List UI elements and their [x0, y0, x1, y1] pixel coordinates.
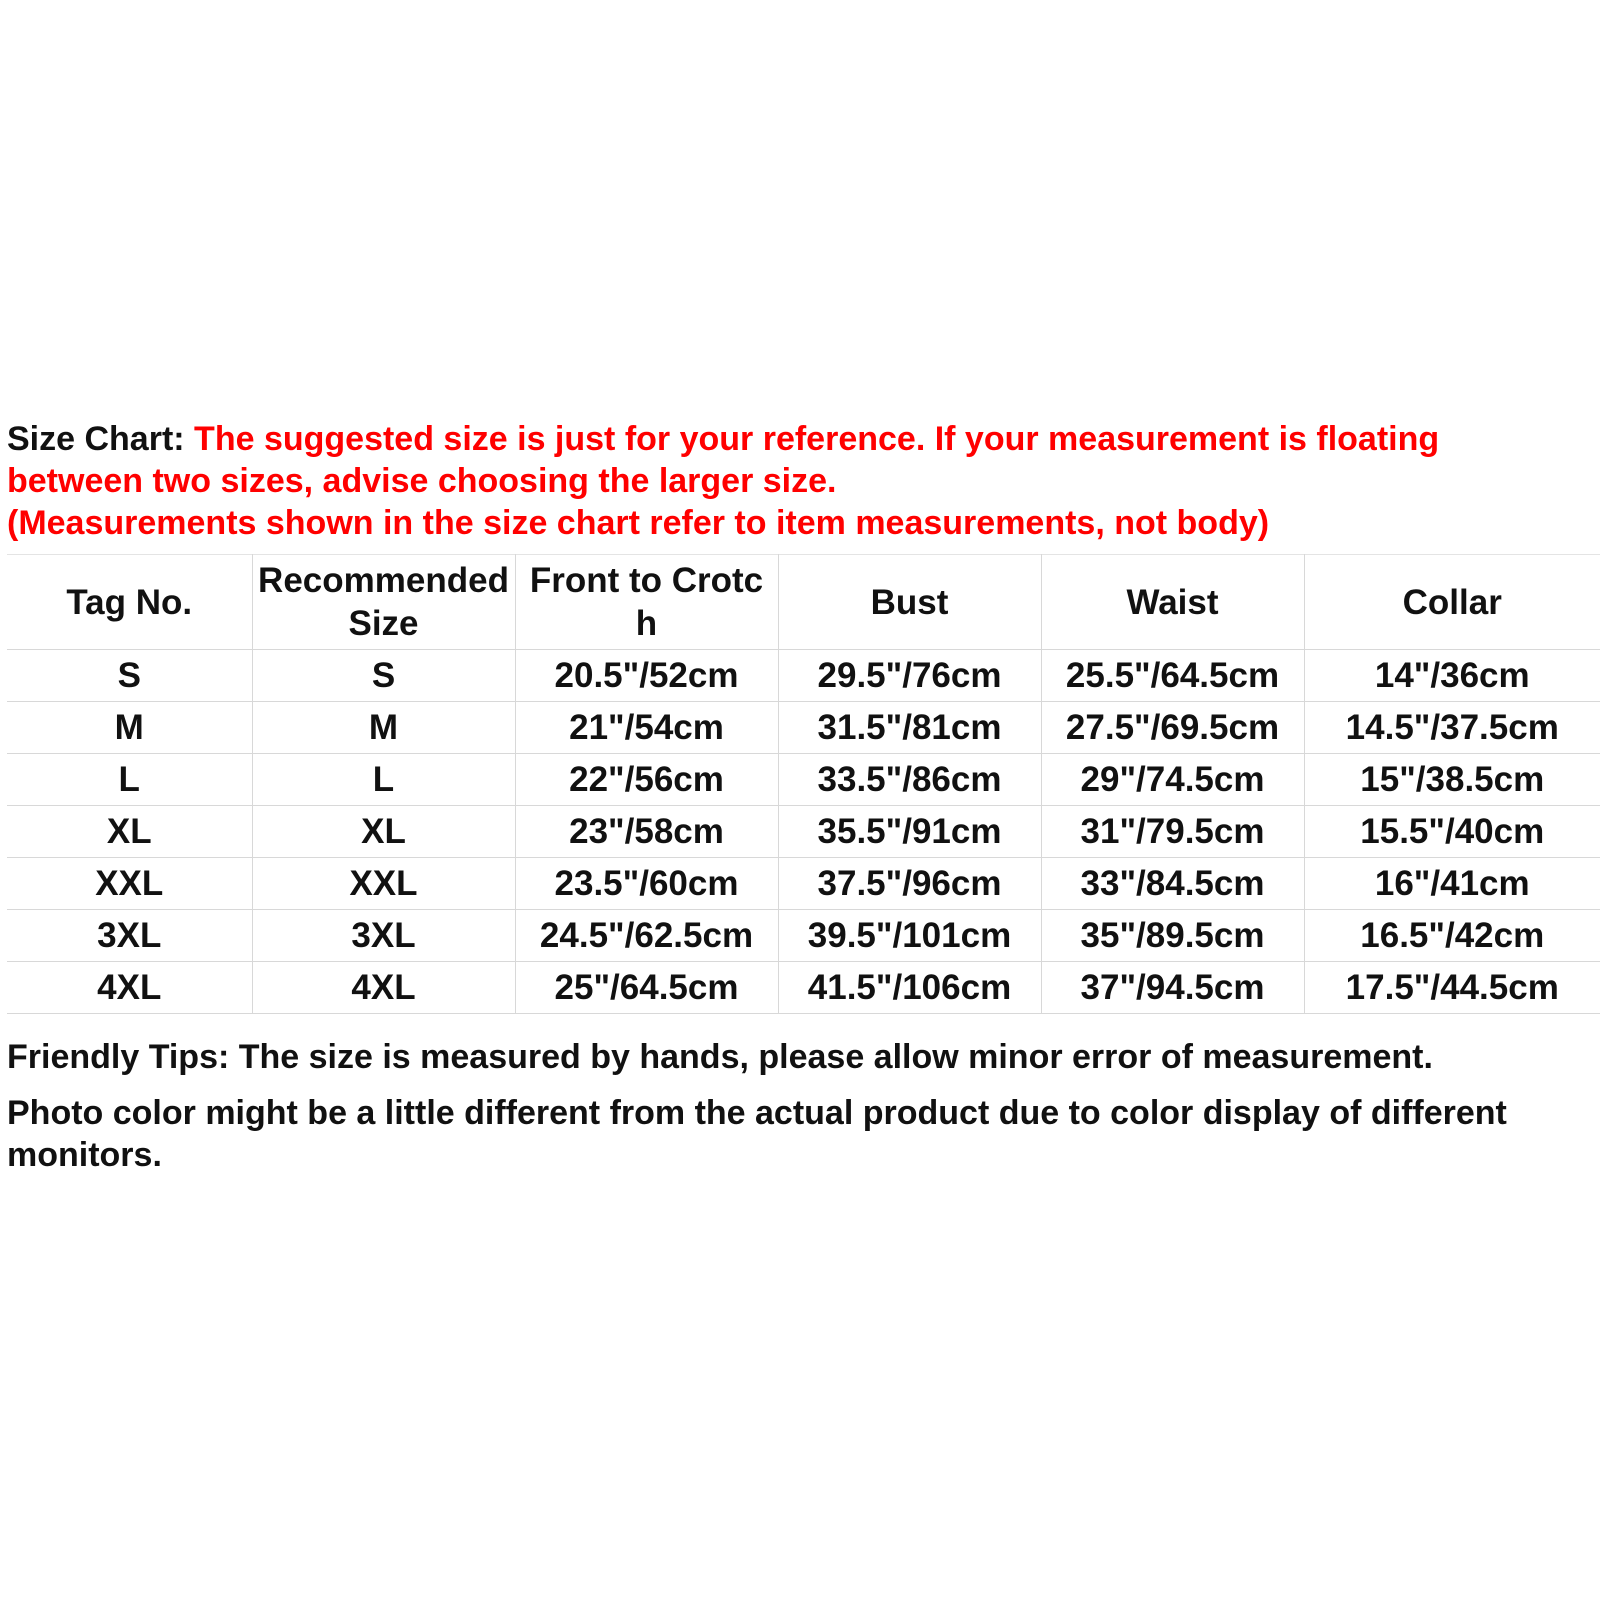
cell-collar: 14"/36cm: [1304, 650, 1600, 702]
cell-tag: 4XL: [7, 962, 252, 1014]
cell-tag: L: [7, 754, 252, 806]
header-front-line2: h: [635, 604, 658, 643]
tips-line-1: Friendly Tips: The size is measured by hands, please allow minor error of measurement.: [7, 1038, 1433, 1076]
cell-front: 25"/64.5cm: [515, 962, 778, 1014]
cell-recommended: M: [252, 702, 515, 754]
cell-tag: M: [7, 702, 252, 754]
cell-recommended: L: [252, 754, 515, 806]
cell-tag: XXL: [7, 858, 252, 910]
table-row: [7, 910, 1600, 962]
cell-tag: 3XL: [7, 910, 252, 962]
header-waist: Waist: [1041, 555, 1304, 650]
cell-front: 20.5"/52cm: [515, 650, 778, 702]
table-row: [7, 754, 1600, 806]
table-row: [7, 702, 1600, 754]
cell-front: 21"/54cm: [515, 702, 778, 754]
cell-bust: 33.5"/86cm: [778, 754, 1041, 806]
cell-collar: 16.5"/42cm: [1304, 910, 1600, 962]
cell-recommended: 3XL: [252, 910, 515, 962]
size-table: [7, 554, 1600, 1014]
cell-bust: 39.5"/101cm: [778, 910, 1041, 962]
cell-waist: 37"/94.5cm: [1041, 962, 1304, 1014]
header-recommended-size: [252, 555, 515, 650]
tips-line-2: Photo color might be a little different from the actual product due to color display of different monitors.: [7, 1094, 1507, 1174]
cell-collar: 15"/38.5cm: [1304, 754, 1600, 806]
header-recommended-line1: Recommended: [258, 561, 509, 600]
cell-recommended: S: [252, 650, 515, 702]
header-bust: Bust: [778, 555, 1041, 650]
cell-waist: 35"/89.5cm: [1041, 910, 1304, 962]
cell-collar: 17.5"/44.5cm: [1304, 962, 1600, 1014]
cell-front: 22"/56cm: [515, 754, 778, 806]
cell-collar: 16"/41cm: [1304, 858, 1600, 910]
cell-waist: 31"/79.5cm: [1041, 806, 1304, 858]
cell-recommended: XL: [252, 806, 515, 858]
cell-bust: 41.5"/106cm: [778, 962, 1041, 1014]
cell-collar: 14.5"/37.5cm: [1304, 702, 1600, 754]
size-chart-notice: [7, 418, 1567, 544]
header-front-line1: Front to Crotc: [529, 561, 764, 600]
cell-waist: 33"/84.5cm: [1041, 858, 1304, 910]
cell-waist: 25.5"/64.5cm: [1041, 650, 1304, 702]
header-tag-no: Tag No.: [7, 555, 252, 650]
cell-front: 24.5"/62.5cm: [515, 910, 778, 962]
cell-tag: S: [7, 650, 252, 702]
table-row: [7, 858, 1600, 910]
table-row: [7, 806, 1600, 858]
cell-bust: 35.5"/91cm: [778, 806, 1041, 858]
cell-front: 23.5"/60cm: [515, 858, 778, 910]
cell-tag: XL: [7, 806, 252, 858]
table-row: [7, 962, 1600, 1014]
cell-recommended: XXL: [252, 858, 515, 910]
header-recommended-line2: Size: [348, 604, 419, 643]
header-collar: Collar: [1304, 555, 1600, 650]
cell-waist: 29"/74.5cm: [1041, 754, 1304, 806]
notice-note: (Measurements shown in the size chart refer to item measurements, not body): [7, 504, 1270, 542]
cell-bust: 31.5"/81cm: [778, 702, 1041, 754]
cell-waist: 27.5"/69.5cm: [1041, 702, 1304, 754]
notice-label: Size Chart:: [7, 420, 185, 458]
friendly-tips: [7, 1036, 1567, 1176]
cell-recommended: 4XL: [252, 962, 515, 1014]
cell-collar: 15.5"/40cm: [1304, 806, 1600, 858]
cell-bust: 37.5"/96cm: [778, 858, 1041, 910]
notice-text: The suggested size is just for your reference. If your measurement is floating between two sizes, advise choosing the larger size.: [7, 420, 1440, 500]
cell-front: 23"/58cm: [515, 806, 778, 858]
table-row: [7, 650, 1600, 702]
table-header-row: [7, 555, 1600, 650]
header-front-to-crotch: [515, 555, 778, 650]
cell-bust: 29.5"/76cm: [778, 650, 1041, 702]
